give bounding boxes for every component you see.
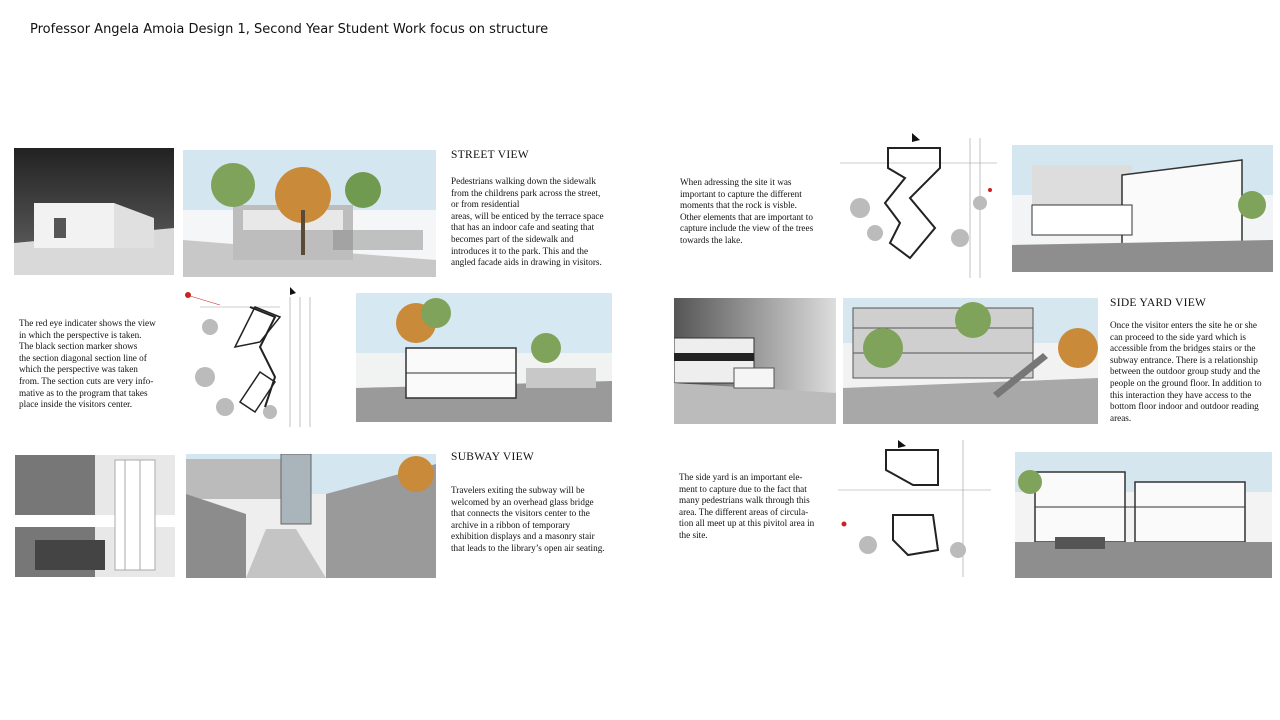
text-line: exhibition displays and a masonry stair	[451, 531, 595, 542]
text-line: many pedestrians walk through this	[679, 495, 810, 506]
text-line: in which the perspective is taken.	[19, 329, 142, 340]
text-line: mative as to the program that takes	[19, 387, 148, 398]
text-line: from. The section cuts are very info-	[19, 375, 154, 386]
model-photo-subway	[15, 455, 175, 577]
subway-view-description	[451, 485, 605, 555]
side-yard-view-description	[1110, 320, 1262, 424]
text-line: that has an indoor cafe and seating that	[451, 222, 595, 233]
text-line: place inside the visitors center.	[19, 399, 133, 410]
subway-view-title: SUBWAY VIEW	[451, 451, 535, 463]
text-line: people on the ground floor. In addition to	[1110, 377, 1262, 388]
text-line: areas.	[1110, 412, 1132, 423]
text-line: welcomed by an overhead glass bridge	[451, 496, 594, 507]
site-plan-diagram-right	[840, 128, 997, 278]
text-line: that connects the visitors center to the	[451, 508, 590, 519]
page-title: Professor Angela Amoia Design 1, Second Year Student Work focus on structure	[30, 22, 549, 37]
text-line: becomes part of the sidewalk and	[451, 233, 574, 244]
text-line: moments that the rock is visble.	[680, 200, 797, 211]
text-line: important to capture the different	[680, 188, 802, 199]
text-line: archive in a ribbon of temporary	[451, 519, 571, 530]
model-photo-street	[14, 148, 174, 275]
side-yard-view-title: SIDE YARD VIEW	[1110, 297, 1207, 309]
site-section-render	[1012, 145, 1273, 272]
text-line: introduces it to the park. This and the	[451, 245, 589, 256]
text-line: bottom floor indoor and outdoor reading	[1110, 401, 1259, 412]
text-line: Other elements that are important to	[680, 211, 813, 222]
text-line: angled facade aids in drawing in visitors.	[451, 257, 602, 268]
text-line: subway entrance. There is a relationship	[1110, 354, 1258, 365]
text-line: between the outdoor group study and the	[1110, 366, 1261, 377]
side-yard-render	[843, 298, 1098, 424]
section-note	[19, 318, 156, 411]
side-yard-section-render	[1015, 452, 1272, 578]
text-line: can proceed to the side yard which is	[1110, 331, 1246, 342]
text-line: The red eye indicater shows the view	[19, 318, 156, 328]
text-line: Travelers exiting the subway will be	[451, 485, 585, 495]
section-perspective-render	[356, 293, 612, 422]
text-line: the site.	[679, 529, 708, 540]
street-view-description	[451, 176, 604, 269]
text-line: Pedestrians walking down the sidewalk	[451, 176, 596, 186]
text-line: The black section marker shows	[19, 341, 138, 352]
street-view-title: STREET VIEW	[451, 149, 529, 161]
text-line: the section diagonal section line of	[19, 352, 147, 363]
model-photo-side-yard	[674, 298, 836, 424]
text-line: from the childrens park across the street,	[451, 187, 601, 198]
text-line: ment to capture due to the fact that	[679, 483, 807, 494]
text-line: towards the lake.	[680, 234, 743, 245]
text-line: areas, will be enticed by the terrace space	[451, 210, 604, 221]
site-plan-diagram-side-yard	[838, 440, 991, 577]
text-line: or from residential	[451, 199, 520, 210]
text-line: capture include the view of the trees	[680, 223, 814, 234]
text-line: which the perspective was taken	[19, 364, 138, 375]
text-line: tion all meet up at this pivitol area in	[679, 518, 815, 529]
text-line: Once the visitor enters the site he or she	[1110, 320, 1257, 330]
street-view-render	[183, 150, 436, 277]
text-line: area. The different areas of circula-	[679, 506, 809, 517]
site-plan-diagram	[180, 287, 340, 427]
text-line: that leads to the library’s open air seating.	[451, 542, 605, 553]
text-line: When adressing the site it was	[680, 177, 792, 187]
site-note	[680, 177, 813, 247]
text-line: accessible from the bridges stairs or the	[1110, 343, 1256, 354]
subway-view-render	[186, 454, 436, 578]
text-line: this interaction they have access to the	[1110, 389, 1252, 400]
side-yard-note	[679, 472, 814, 542]
text-line: The side yard is an important ele-	[679, 472, 803, 482]
